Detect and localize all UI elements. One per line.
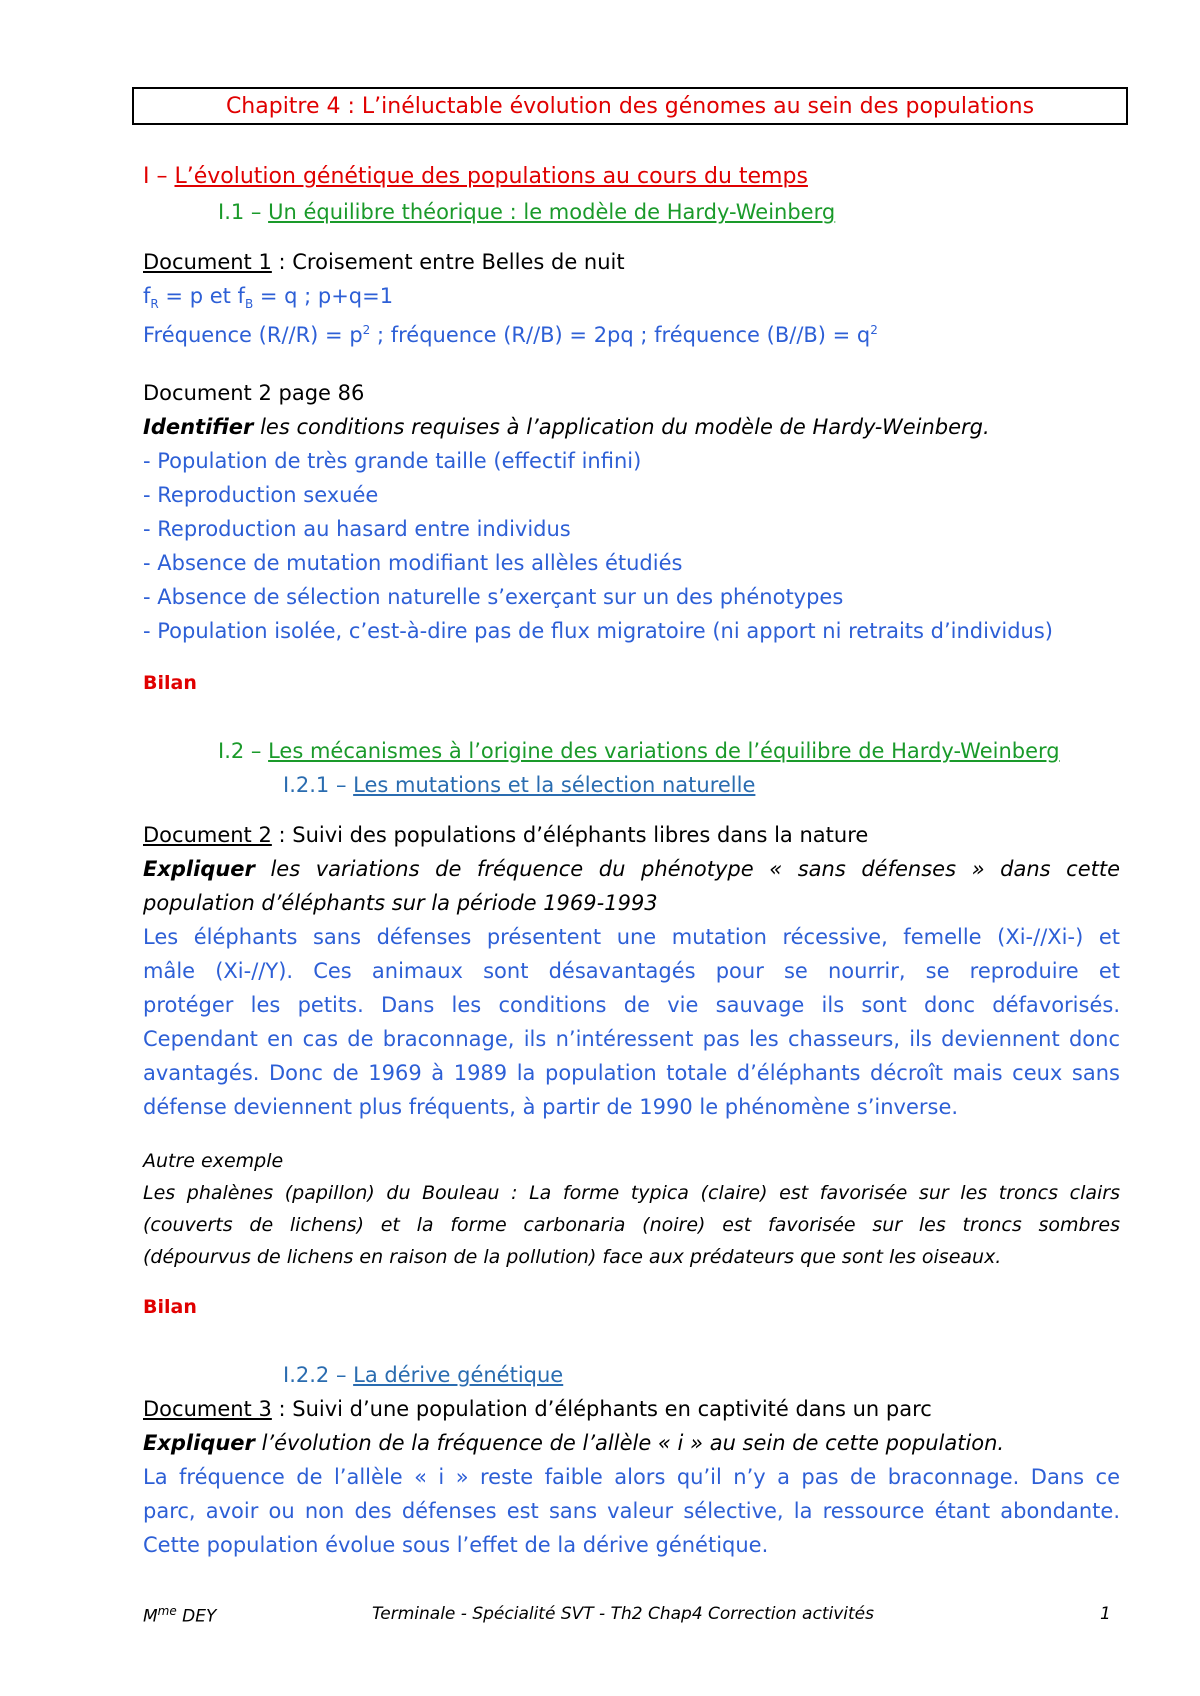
- doc3-answer-line: Cette population évolue sous l’effet de la dérive génétique.: [143, 1533, 769, 1557]
- footer-course: Terminale - Spécialité SVT - Th2 Chap4 Correction activités: [372, 1604, 874, 1624]
- doc2a-instruction: Identifier les conditions requises à l’application du modèle de Hardy-Weinberg.: [143, 415, 990, 439]
- subsection-1-2-2-heading: I.2.2 – La dérive génétique: [283, 1363, 564, 1387]
- chapter-title: Chapitre 4 : L’inéluctable évolution des génomes au sein des populations: [225, 93, 1035, 119]
- list-item: - Absence de mutation modifiant les allèles étudiés: [143, 551, 683, 575]
- doc2b-answer-line: avantagés. Donc de 1969 à 1989 la population totale d’éléphants décroît mais ceux sans: [143, 1061, 1120, 1085]
- doc1-genotype-frequencies: Fréquence $(R//R) = p^2$ ; fréquence (R//B) = 2pq ; fréquence $(B//B) = q^2$: [143, 323, 878, 347]
- subsection-1-2-1-heading: I.2.1 – Les mutations et la sélection naturelle: [283, 773, 756, 797]
- doc3-heading: Document 3 : Suivi d’une population d’éléphants en captivité dans un parc: [143, 1397, 932, 1421]
- doc1-frequencies: $f_R = p$ et $f_B = q$ ; p+q=1: [143, 284, 394, 312]
- list-item: - Population de très grande taille (effectif infini): [143, 449, 642, 473]
- subsection-1-1-heading: I.1 – Un équilibre théorique : le modèle de Hardy-Weinberg: [218, 200, 836, 224]
- list-item: - Population isolée, c’est-à-dire pas de flux migratoire (ni apport ni retraits d’individus): [143, 619, 1053, 643]
- doc3-instruction: Expliquer l’évolution de la fréquence de l’allèle « i » au sein de cette population.: [143, 1431, 1005, 1455]
- other-example-title: Autre exemple: [143, 1150, 284, 1172]
- doc2b-answer-line: défense deviennent plus fréquents, à partir de 1990 le phénomène s’inverse.: [143, 1095, 959, 1119]
- bilan-label: Bilan: [143, 672, 197, 694]
- list-item: - Absence de sélection naturelle s’exerçant sur un des phénotypes: [143, 585, 844, 609]
- doc2b-instruction-line2: population d’éléphants sur la période 1969-1993: [143, 891, 658, 915]
- doc2b-answer-line: mâle (Xi-//Y). Ces animaux sont désavantagés pour se nourrir, se reproduire et: [143, 959, 1120, 983]
- list-item: - Reproduction sexuée: [143, 483, 379, 507]
- bilan-label: Bilan: [143, 1296, 197, 1318]
- section-1-heading: I – L’évolution génétique des populations au cours du temps: [143, 164, 808, 189]
- other-example-line: (couverts de lichens) et la forme carbonaria (noire) est favorisée sur les troncs sombres: [143, 1214, 1120, 1236]
- other-example-line: Les phalènes (papillon) du Bouleau : La forme typica (claire) est favorisée sur les troncs clairs: [143, 1182, 1120, 1204]
- doc2b-answer-line: Les éléphants sans défenses présentent une mutation récessive, femelle (Xi-//Xi-) et: [143, 925, 1120, 949]
- doc2b-answer-line: protéger les petits. Dans les conditions de vie sauvage ils sont donc défavorisés.: [143, 993, 1120, 1017]
- doc1-heading: Document 1 : Croisement entre Belles de nuit: [143, 250, 625, 274]
- doc2b-instruction-line1: Expliquer les variations de fréquence du phénotype « sans défenses » dans cette: [143, 857, 1120, 881]
- doc2a-heading: Document 2 page 86: [143, 381, 365, 405]
- doc2b-answer-line: Cependant en cas de braconnage, ils n’intéressent pas les chasseurs, ils deviennent donc: [143, 1027, 1120, 1051]
- footer-author: $M^{me}$ DEY: [143, 1604, 217, 1627]
- doc3-answer-line: parc, avoir ou non des défenses est sans valeur sélective, la ressource étant abondante.: [143, 1499, 1120, 1523]
- page-number: 1: [1100, 1604, 1111, 1624]
- other-example-line: (dépourvus de lichens en raison de la pollution) face aux prédateurs que sont les oiseaux.: [143, 1246, 1002, 1268]
- doc2b-heading: Document 2 : Suivi des populations d’éléphants libres dans la nature: [143, 823, 869, 847]
- doc3-answer-line: La fréquence de l’allèle « i » reste faible alors qu’il n’y a pas de braconnage. Dans ce: [143, 1465, 1120, 1489]
- list-item: - Reproduction au hasard entre individus: [143, 517, 571, 541]
- subsection-1-2-heading: I.2 – Les mécanismes à l’origine des variations de l’équilibre de Hardy-Weinberg: [218, 739, 1060, 763]
- chapter-title-box: [132, 87, 1128, 125]
